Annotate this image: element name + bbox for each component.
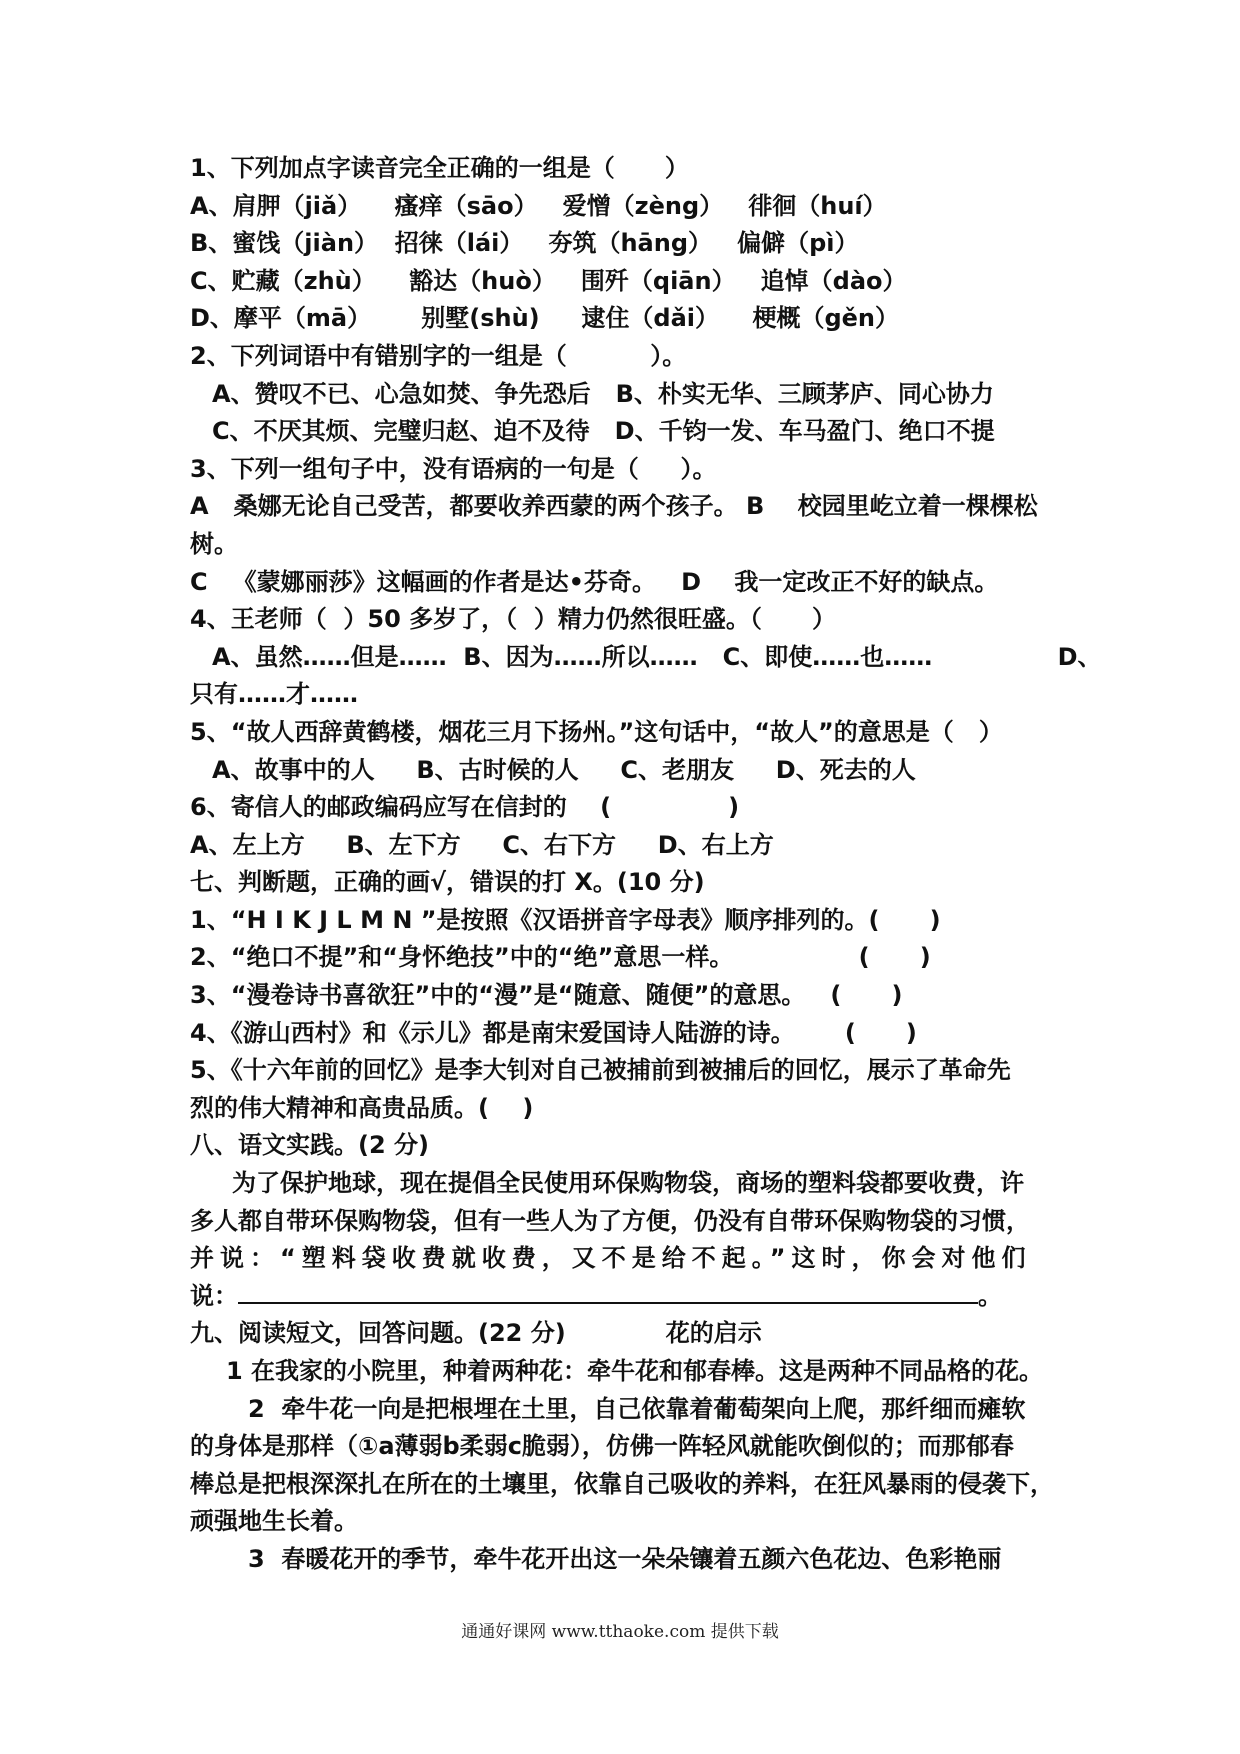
judge-item-5-line2: 烈的伟大精神和高贵品质。( )	[190, 1093, 534, 1122]
exam-page	[190, 150, 1102, 1579]
q1-option-d: D、摩平（mā） 别墅(shù) 逮住（dǎi） 梗概（gěn）	[190, 304, 899, 333]
judge-item-5-line1: 5、《十六年前的回忆》是李大钊对自己被捕前到被捕后的回忆，展示了革命先	[190, 1056, 1011, 1085]
practice-answer-row	[190, 1278, 1070, 1316]
practice-paragraph-line2: 多人都自带环保购物袋，但有一些人为了方便，仍没有自带环保购物袋的习惯，	[190, 1206, 1030, 1235]
q6-options: A、左上方 B、左下方 C、右下方 D、右上方	[190, 830, 774, 859]
q6-stem: 6、寄信人的邮政编码应写在信封的 ( )	[190, 793, 740, 822]
q1-option-a: A、肩胛（jiǎ） 瘙痒（sāo） 爱憎（zèng） 徘徊（huí）	[190, 191, 887, 220]
q5-stem: 5、“故人西辞黄鹤楼，烟花三月下扬州。”这句话中，“故人”的意思是（ ）	[190, 717, 1003, 746]
q3-stem: 3、下列一组句子中，没有语病的一句是（ ）。	[190, 454, 717, 483]
judge-item-2: 2、“绝口不提”和“身怀绝技”中的“绝”意思一样。 ( )	[190, 943, 931, 972]
q3-options-ab-line2: 树。	[190, 529, 238, 558]
judge-item-4: 4、《游山西村》和《示儿》都是南宋爱国诗人陆游的诗。 ( )	[190, 1018, 917, 1047]
article-title: 花的启示	[665, 1319, 762, 1348]
practice-paragraph-line3: 并说：“塑料袋收费就收费，又不是给不起。”这时，你会对他们	[190, 1244, 1032, 1273]
section-8-title: 八、语文实践。(2 分)	[190, 1131, 429, 1160]
article-line-5: 顽强地生长着。	[190, 1507, 358, 1536]
q3-options-cd: C 《蒙娜丽莎》这幅画的作者是达•芬奇。 D 我一定改正不好的缺点。	[190, 567, 999, 596]
article-line-6: 3 春暖花开的季节，牵牛花开出这一朵朵镶着五颜六色花边、色彩艳丽	[248, 1544, 1002, 1573]
q1-option-c: C、贮藏（zhù） 豁达（huò） 围歼（qiān） 追悼（dào）	[190, 266, 907, 295]
article-line-1: 1 在我家的小院里，种着两种花：牵牛花和郁春棒。这是两种不同品格的花。	[226, 1357, 1044, 1385]
section-7-title: 七、判断题，正确的画√，错误的打 X。(10 分)	[190, 868, 705, 897]
answer-blank-line[interactable]	[238, 1278, 978, 1304]
q4-options-line1: A、虽然……但是…… B、因为……所以…… C、即使……也…… D、	[212, 642, 1102, 671]
section-9-title-row	[190, 1315, 1070, 1353]
section-9-title: 九、阅读短文，回答问题。(22 分)	[190, 1319, 566, 1348]
q1-option-b: B、蜜饯（jiàn） 招徕（lái） 夯筑（hāng） 偏僻（pì）	[190, 229, 859, 258]
practice-paragraph-line1: 为了保护地球，现在提倡全民使用环保购物袋，商场的塑料袋都要收费，许	[232, 1169, 1024, 1198]
q2-options-ab: A、赞叹不已、心急如焚、争先恐后 B、朴实无华、三顾茅庐、同心协力	[212, 379, 994, 408]
article-line-2: 2 牵牛花一向是把根埋在土里，自己依靠着葡萄架向上爬，那纤细而瘫软	[248, 1394, 1026, 1423]
article-line-4: 棒总是把根深深扎在所在的土壤里，依靠自己吸收的养料，在狂风暴雨的侵袭下，	[190, 1469, 1054, 1498]
footer-source: 通通好课网 www.tthaoke.com 提供下载	[461, 1622, 779, 1642]
q3-options-ab-line1: A 桑娜无论自己受苦，都要收养西蒙的两个孩子。 B 校园里屹立着一棵棵松	[190, 492, 1038, 521]
judge-item-1: 1、“H I K J L M N ”是按照《汉语拼音字母表》顺序排列的。( )	[190, 905, 941, 934]
judge-item-3: 3、“漫卷诗书喜欲狂”中的“漫”是“随意、随便”的意思。 ( )	[190, 981, 903, 1010]
article-line-3: 的身体是那样（①a薄弱b柔弱c脆弱），仿佛一阵轻风就能吹倒似的；而那郁春	[190, 1432, 1014, 1461]
q4-stem: 4、王老师（ ）50 多岁了，（ ）精力仍然很旺盛。（ ）	[190, 605, 837, 634]
q4-options-line2: 只有……才……	[190, 680, 358, 709]
q2-options-cd: C、不厌其烦、完璧归赵、迫不及待 D、千钧一发、车马盈门、绝口不提	[212, 417, 995, 446]
q2-stem: 2、下列词语中有错别字的一组是（ ）。	[190, 341, 687, 370]
answer-label: 说：	[190, 1281, 238, 1310]
answer-end-mark: 。	[978, 1281, 1002, 1310]
q5-options: A、故事中的人 B、古时候的人 C、老朋友 D、死去的人	[212, 755, 916, 784]
q1-stem: 1、下列加点字读音完全正确的一组是（ ）	[190, 154, 689, 182]
